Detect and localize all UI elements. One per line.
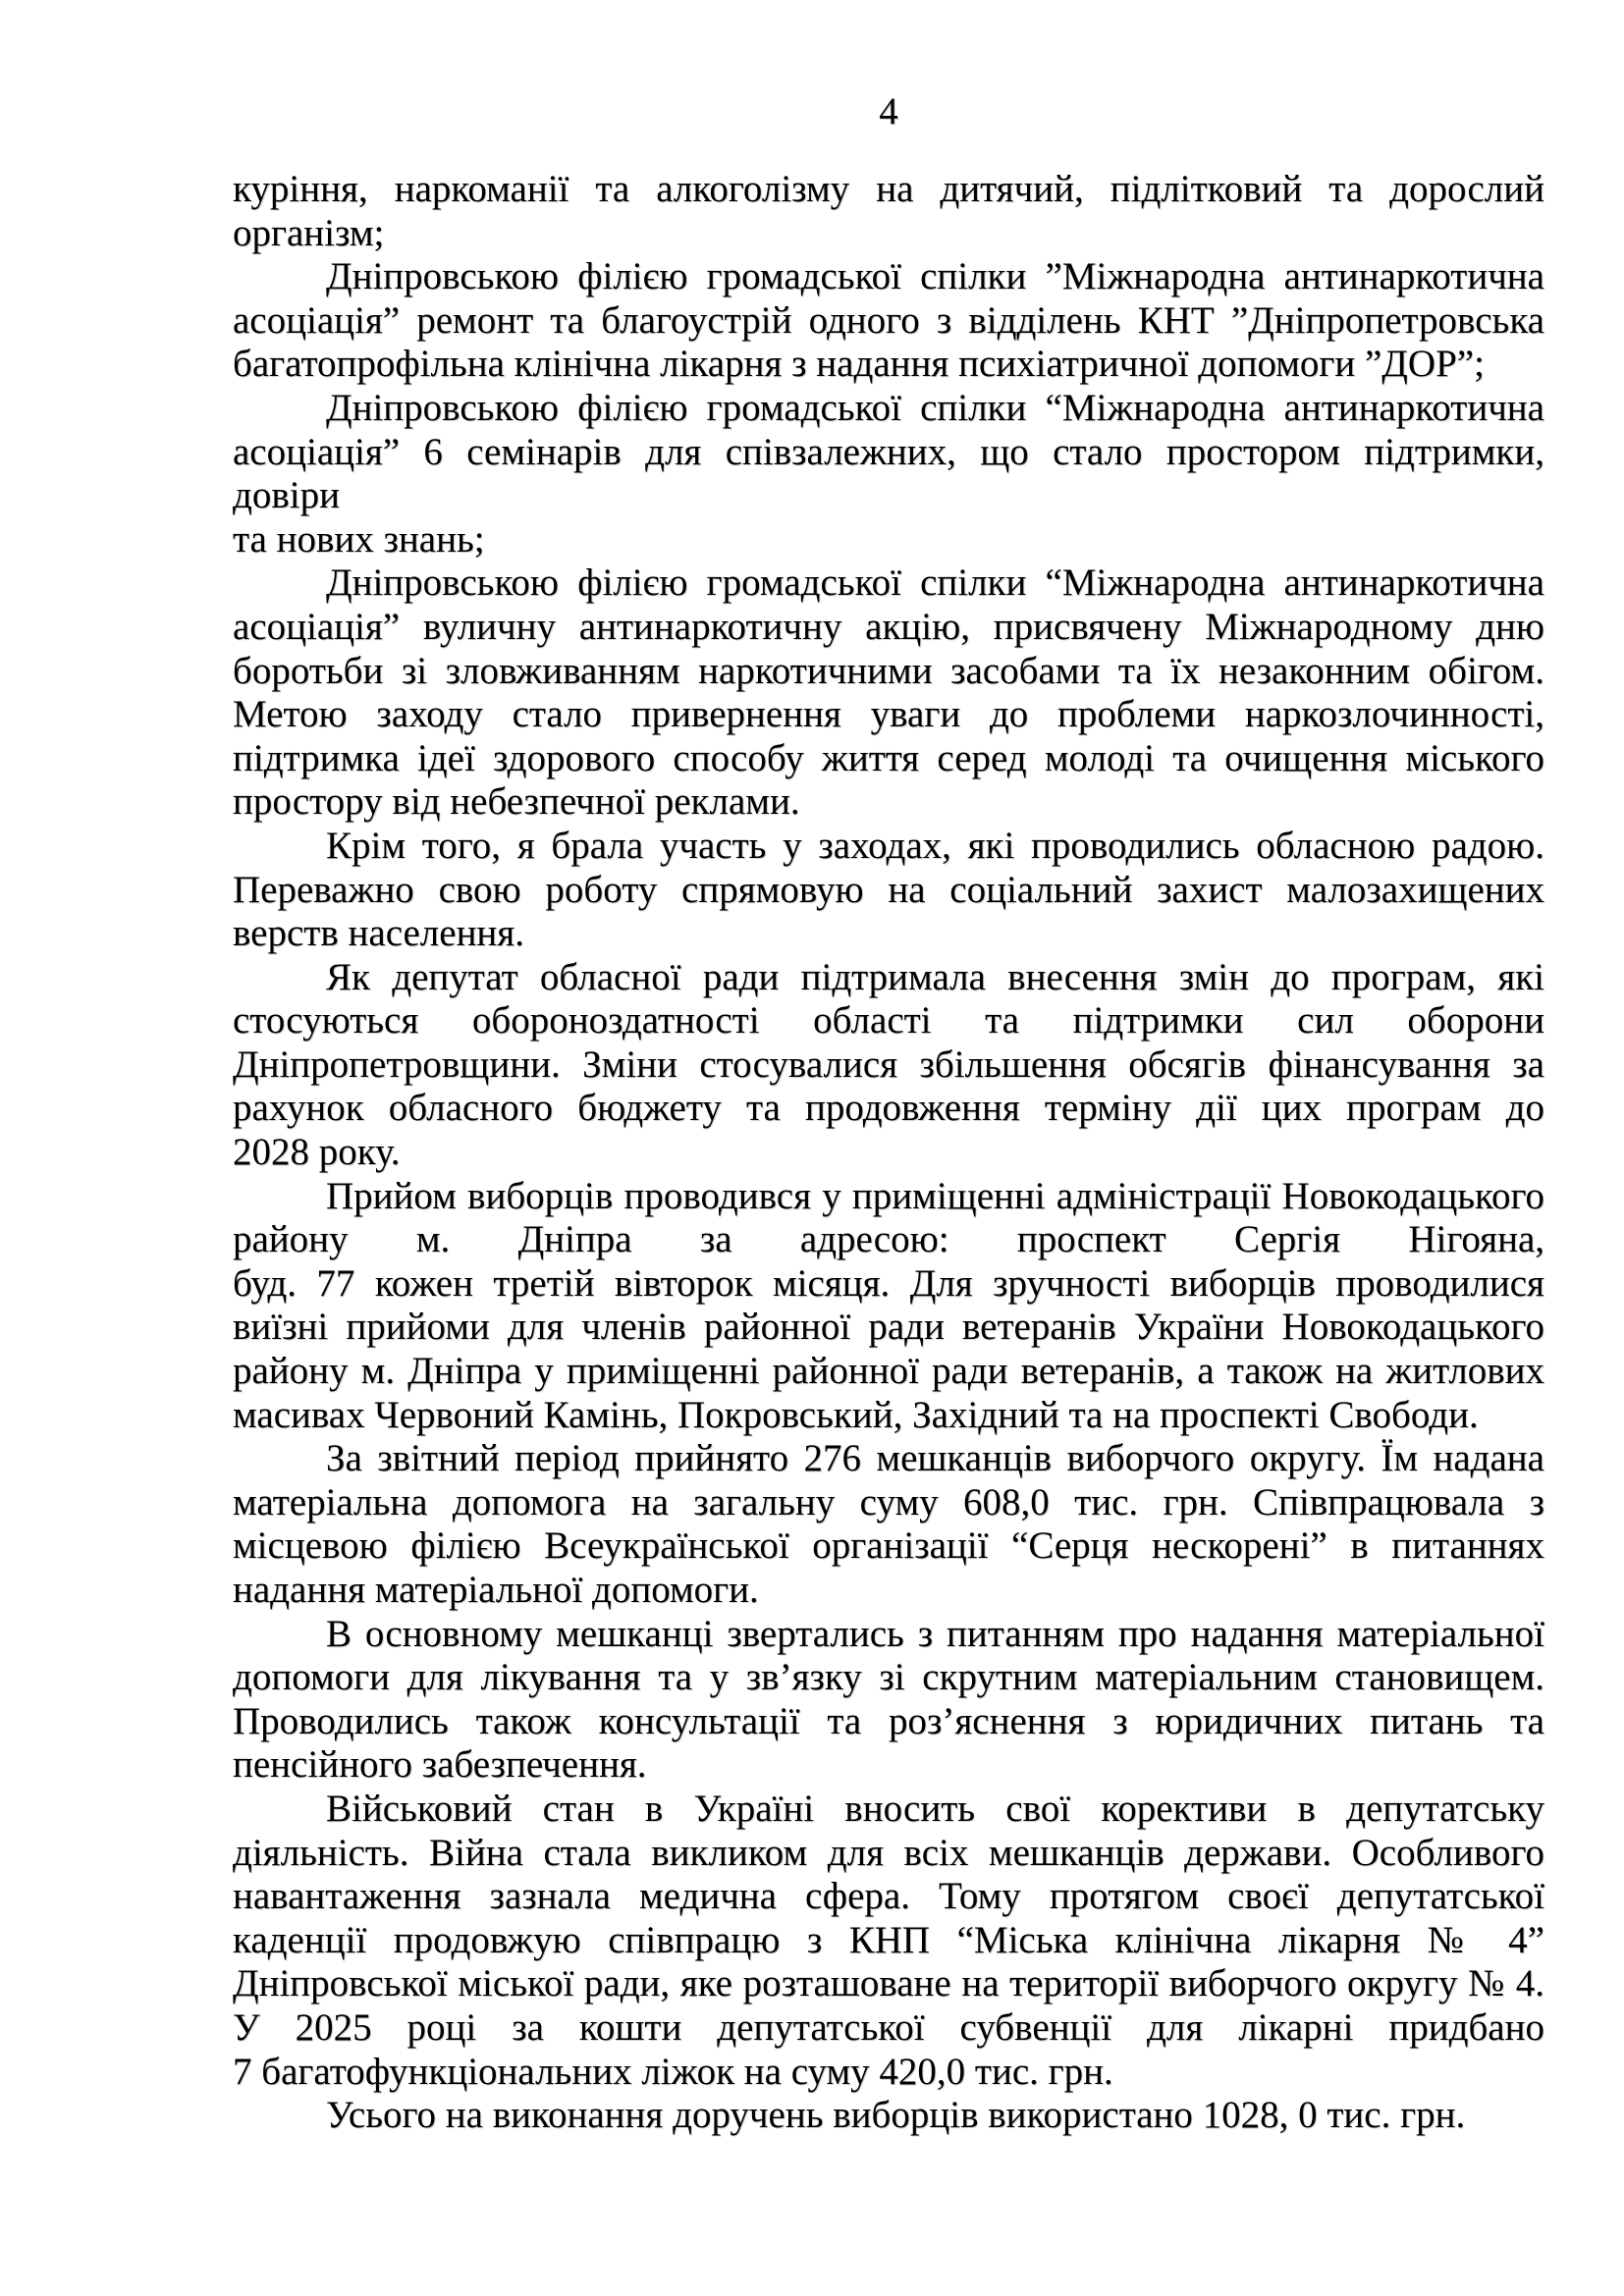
text-line: пенсійного забезпечення. bbox=[233, 1743, 647, 1787]
text-line: масивах Червоний Камінь, Покровський, Західний та на проспекті Свободи. bbox=[233, 1393, 1479, 1436]
paragraph bbox=[233, 956, 1544, 1175]
text-line: підтримка ідеї здорового способу життя серед молоді та очищення міського bbox=[233, 736, 1544, 779]
text-line: району м. Дніпра за адресою: проспект Сергія Нігояна, bbox=[233, 1218, 1544, 1261]
text-line: Метою заходу стало привернення уваги до проблеми наркозлочинності, bbox=[233, 693, 1544, 736]
text-line: боротьби зі зловживанням наркотичними засобами та їх незаконним обігом. bbox=[233, 649, 1544, 692]
paragraph bbox=[233, 168, 1544, 255]
text-line: та нових знань; bbox=[233, 517, 485, 561]
text-line: навантаження зазнала медична сфера. Тому протягом своєї депутатської bbox=[233, 1875, 1544, 1918]
text-line: 2028 року. bbox=[233, 1131, 401, 1174]
text-line: рахунок обласного бюджету та продовження терміну дії цих програм до bbox=[233, 1087, 1544, 1130]
paragraph bbox=[233, 561, 1544, 825]
text-line: 7 багатофункціональних ліжок на суму 420,0 тис. грн. bbox=[233, 2050, 1113, 2093]
text-line: простору від небезпечної реклами. bbox=[233, 780, 800, 824]
text-line: верств населення. bbox=[233, 912, 524, 955]
paragraph bbox=[233, 1175, 1544, 1438]
text-line: Проводились також консультації та роз’яснення з юридичних питань та bbox=[233, 1699, 1544, 1742]
paragraph bbox=[233, 387, 1544, 561]
paragraph bbox=[233, 825, 1544, 956]
paragraph bbox=[233, 1788, 1544, 2094]
text-line: Дніпровської міської ради, яке розташоване на території виборчого округу № 4. bbox=[233, 1962, 1544, 2005]
paragraph bbox=[233, 1437, 1544, 1612]
text-line: Дніпровською філією громадської спілки “Міжнародна антинаркотична bbox=[326, 386, 1544, 429]
text-line: Дніпропетровщини. Зміни стосувалися збільшення обсягів фінансування за bbox=[233, 1042, 1544, 1086]
text-line: району м. Дніпра у приміщенні районної ради ветеранів, а також на житлових bbox=[233, 1350, 1544, 1393]
text-line: В основному мешканці звертались з питанням про надання матеріальної bbox=[326, 1612, 1544, 1655]
text-line: виїзні прийоми для членів районної ради ветеранів України Новокодацького bbox=[233, 1306, 1544, 1349]
text-line: діяльність. Війна стала викликом для всіх мешканців держави. Особливого bbox=[233, 1831, 1544, 1874]
paragraph bbox=[233, 255, 1544, 387]
paragraph bbox=[233, 2094, 1544, 2138]
text-line: Усього на виконання доручень виборців використано 1028, 0 тис. грн. bbox=[326, 2094, 1466, 2137]
text-line: Переважно свою роботу спрямовую на соціальний захист малозахищених bbox=[233, 868, 1544, 911]
text-line: Військовий стан в Україні вносить свої корективи в депутатську bbox=[326, 1787, 1544, 1830]
text-line: каденції продовжую співпрацю з КНП “Міська клінічна лікарня № 4” bbox=[233, 1918, 1544, 1961]
text-line: організм; bbox=[233, 211, 385, 254]
text-line: У 2025 році за кошти депутатської субвенції для лікарні придбано bbox=[233, 2005, 1544, 2049]
text-line: Крім того, я брала участь у заходах, які проводились обласною радою. bbox=[326, 824, 1544, 867]
text-line: Дніпровською філією громадської спілки “Міжнародна антинаркотична bbox=[326, 561, 1544, 605]
text-line: надання матеріальної допомоги. bbox=[233, 1569, 759, 1611]
text-line: місцевою філією Всеукраїнської організації “Серця нескорені” в питаннях bbox=[233, 1524, 1544, 1568]
text-line: асоціація” 6 семінарів для співзалежних, що стало простором підтримки, довіри bbox=[233, 430, 1544, 517]
text-line: куріння, наркоманії та алкоголізму на дитячий, підлітковий та дорослий bbox=[233, 168, 1544, 210]
text-line: Прийом виборців проводився у приміщенні адміністрації Новокодацького bbox=[326, 1174, 1544, 1217]
text-line: стосуються обороноздатності області та підтримки сил оборони bbox=[233, 999, 1544, 1042]
text-line: асоціація” ремонт та благоустрій одного з відділень КНТ ”Дніпропетровська bbox=[233, 298, 1544, 342]
text-line: допомоги для лікування та у зв’язку зі скрутним матеріальним становищем. bbox=[233, 1656, 1544, 1699]
page-number: 4 bbox=[879, 90, 898, 133]
text-line: матеріальна допомога на загальну суму 608,0 тис. грн. Співпрацювала з bbox=[233, 1480, 1544, 1523]
paragraph bbox=[233, 1613, 1544, 1788]
text-line: асоціація” вуличну антинаркотичну акцію, присвячену Міжнародному дню bbox=[233, 605, 1544, 648]
text-line: буд. 77 кожен третій вівторок місяця. Для зручності виборців проводилися bbox=[233, 1261, 1544, 1305]
text-line: Як депутат обласної ради підтримала внесення змін до програм, які bbox=[326, 955, 1544, 998]
text-line: Дніпровською філією громадської спілки ”Міжнародна антинаркотична bbox=[326, 255, 1544, 298]
text-line: багатопрофільна клінічна лікарня з надання психіатричної допомоги ”ДОР”; bbox=[233, 343, 1485, 386]
document-body bbox=[233, 168, 1544, 2138]
text-line: За звітний період прийнято 276 мешканців виборчого округу. Їм надана bbox=[326, 1437, 1544, 1480]
